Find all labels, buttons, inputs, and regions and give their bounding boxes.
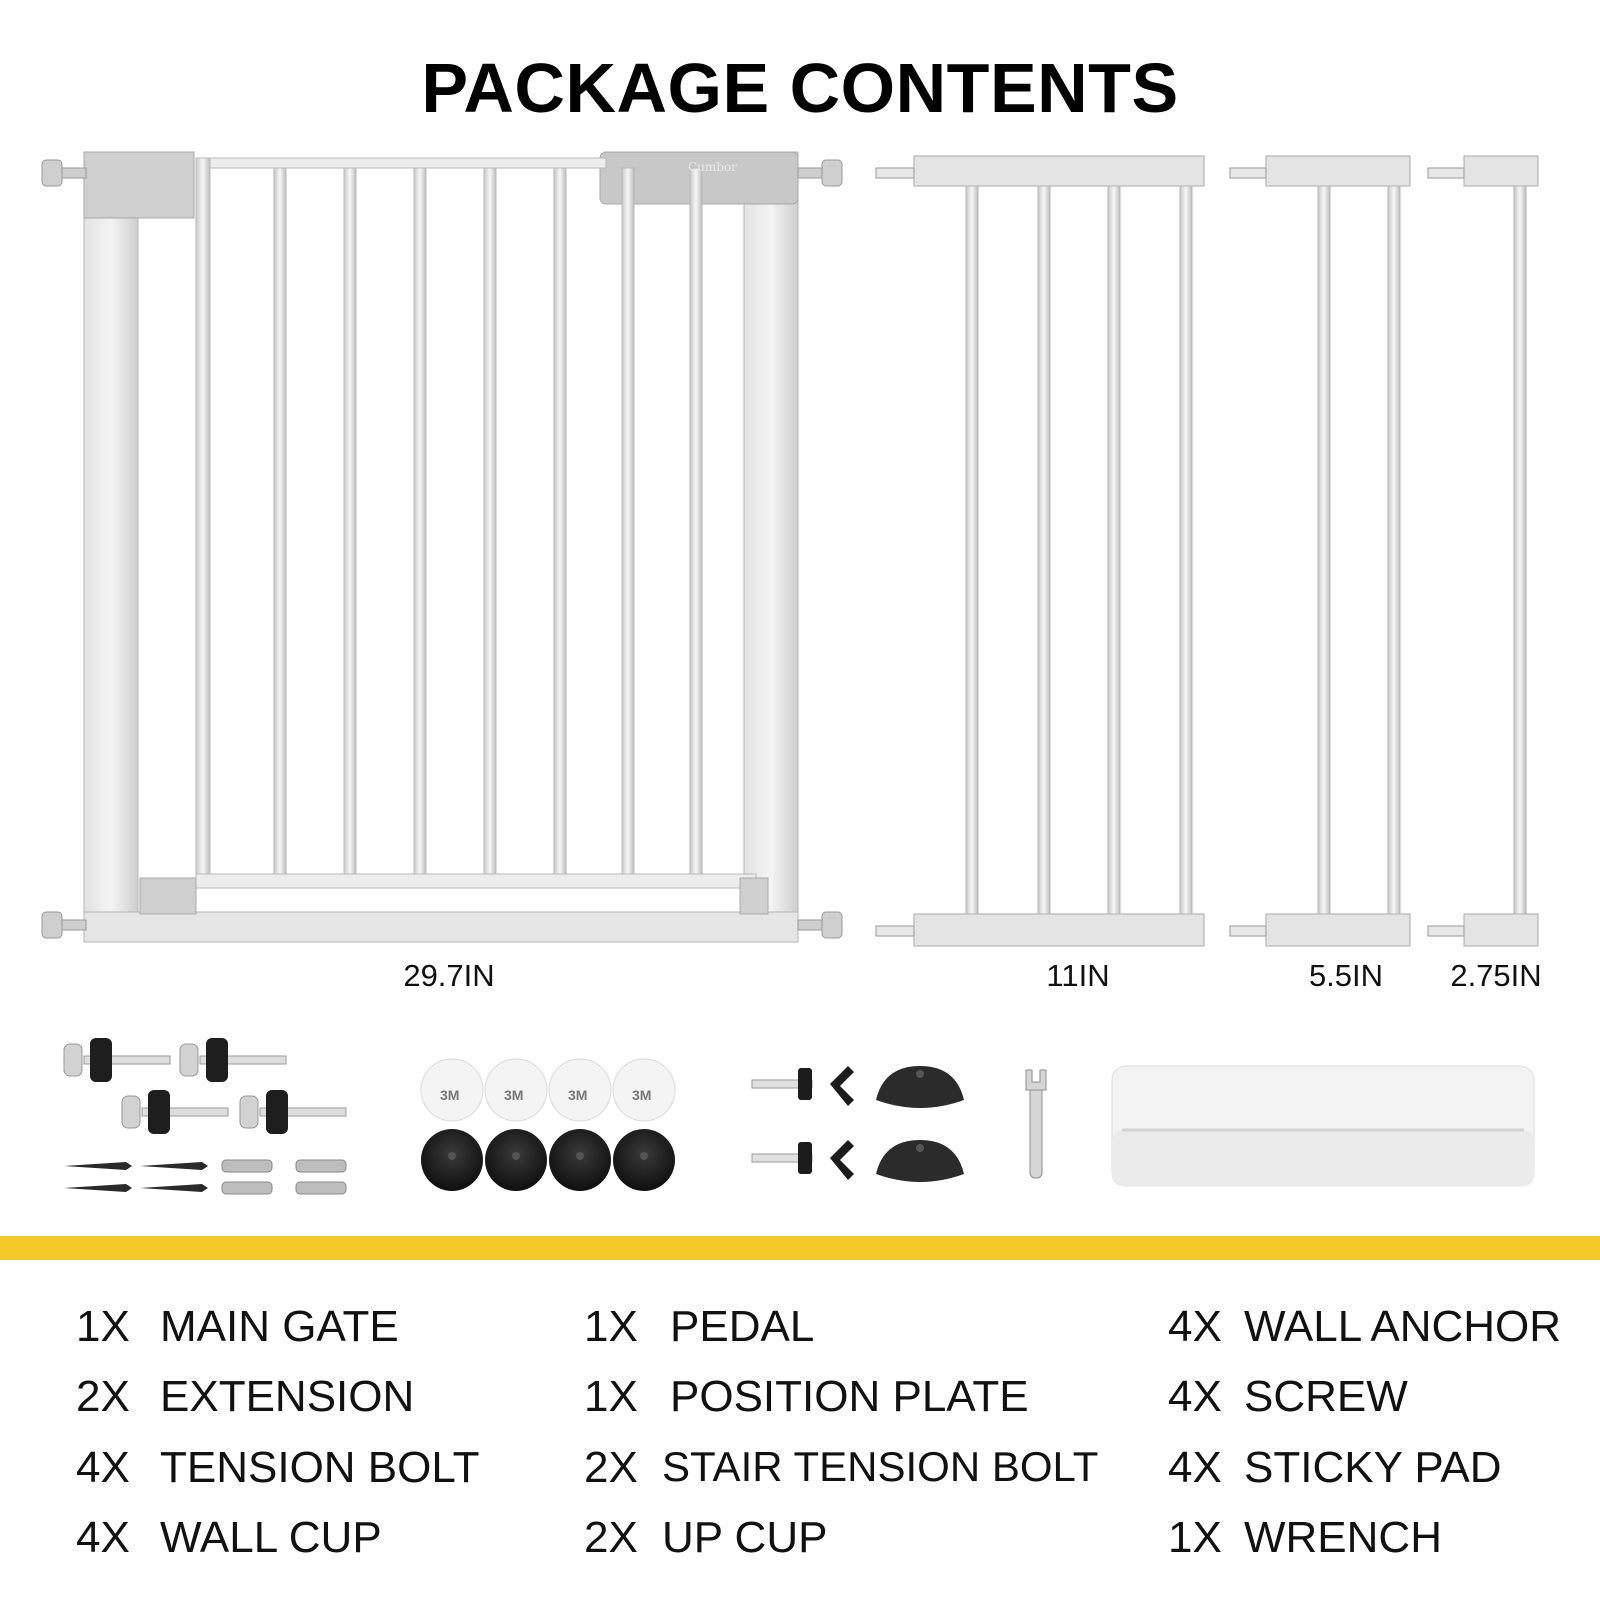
tension-bolt-icon <box>64 1038 346 1134</box>
item-qty: 2X <box>584 1443 638 1492</box>
item-qty: 4X <box>1168 1372 1222 1421</box>
svg-text:3M: 3M <box>568 1087 588 1103</box>
item-qty: 2X <box>76 1372 130 1421</box>
main-gate-icon <box>42 152 842 942</box>
item-qty: 1X <box>76 1302 130 1351</box>
svg-text:3M: 3M <box>440 1087 460 1103</box>
up-cup-icon <box>876 1066 964 1182</box>
svg-text:3M: 3M <box>632 1087 652 1103</box>
wall-cup-icon <box>421 1129 675 1191</box>
item-qty: 4X <box>1168 1443 1222 1492</box>
item-name: STAIR TENSION BOLT <box>662 1443 1099 1490</box>
item-name: PEDAL <box>670 1302 815 1351</box>
sticky-pad-icon <box>421 1059 675 1121</box>
item-qty: 4X <box>76 1443 130 1492</box>
item-name: TENSION BOLT <box>160 1443 480 1492</box>
stair-tension-bolt-icon <box>752 1066 854 1180</box>
page-title: PACKAGE CONTENTS <box>421 49 1179 127</box>
accent-stripe <box>0 1236 1600 1260</box>
item-qty: 2X <box>584 1513 638 1562</box>
screw-icon <box>64 1162 208 1192</box>
brand-mark: Cumbor <box>688 160 737 174</box>
extension-5-5in-icon <box>1230 156 1410 946</box>
svg-text:3M: 3M <box>504 1087 524 1103</box>
item-name: WALL ANCHOR <box>1244 1302 1562 1351</box>
item-name: EXTENSION <box>160 1372 415 1421</box>
item-name: UP CUP <box>662 1513 828 1562</box>
item-qty: 4X <box>1168 1302 1222 1351</box>
item-qty: 1X <box>584 1302 638 1351</box>
wall-anchor-icon <box>222 1160 346 1194</box>
item-name: POSITION PLATE <box>670 1372 1029 1421</box>
dimension-extension-11in: 11IN <box>1046 958 1110 993</box>
item-name: WALL CUP <box>160 1513 382 1562</box>
extension-11in-icon <box>876 156 1204 946</box>
item-name: SCREW <box>1244 1372 1408 1421</box>
item-qty: 4X <box>76 1513 130 1562</box>
dimension-extension-5-5in: 5.5IN <box>1308 958 1384 993</box>
extension-2-75in-icon <box>1428 156 1538 946</box>
dimension-extension-2-75in: 2.75IN <box>1450 958 1542 993</box>
dimension-main-gate: 29.7IN <box>403 958 495 993</box>
wrench-icon <box>1026 1070 1046 1178</box>
item-name: STICKY PAD <box>1244 1443 1502 1492</box>
item-qty: 1X <box>1168 1513 1222 1562</box>
position-plate-icon <box>1112 1066 1534 1186</box>
item-name: WRENCH <box>1244 1513 1442 1562</box>
item-name: MAIN GATE <box>160 1302 399 1351</box>
item-qty: 1X <box>584 1372 638 1421</box>
